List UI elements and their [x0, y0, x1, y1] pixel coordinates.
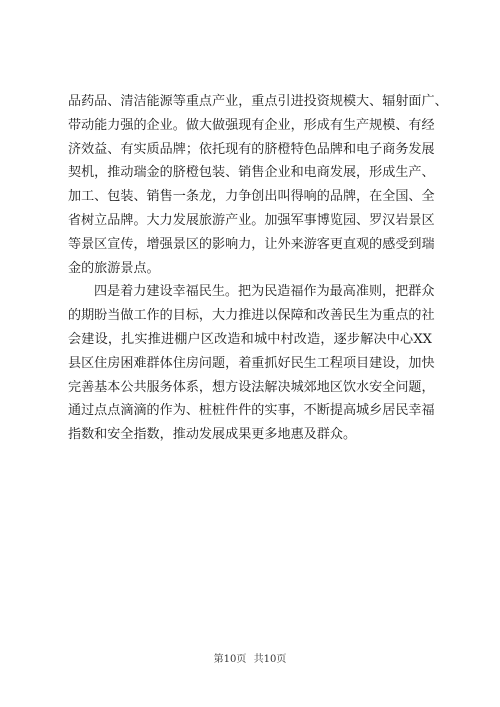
text-line: 四是着力建设幸福民生。把为民造福作为最高准则，把群众 — [94, 284, 435, 300]
text-line: 契机，推动瑞金的脐橙包装、销售企业和电商发展，形成生产、 — [68, 165, 435, 181]
text-line: 指数和安全指数，推动发展成果更多地惠及群众。 — [68, 427, 357, 443]
text-line: 济效益、有实质品牌；依托现有的脐橙特色品牌和电子商务发展 — [68, 141, 435, 157]
text-line: 会建设，扎实推进棚户区改造和城中村改造，逐步解决中心XX — [68, 331, 432, 347]
text-line: 通过点点滴滴的作为、桩桩件件的实事，不断提高城乡居民幸福 — [68, 403, 435, 419]
document-body — [68, 90, 448, 447]
paragraph-1 — [68, 90, 448, 280]
text-line: 品药品、清洁能源等重点产业，重点引进投资规模大、辐射面广、 — [68, 94, 448, 109]
page-footer — [0, 654, 500, 666]
text-line: 完善基本公共服务体系，想方设法解决城郊地区饮水安全问题， — [68, 379, 435, 395]
text-line: 的期盼当做工作的目标，大力推进以保障和改善民生为重点的社 — [68, 308, 435, 324]
page-number: 第10页 — [213, 654, 247, 665]
text-line: 县区住房困难群体住房问题，着重抓好民生工程项目建设，加快 — [68, 355, 435, 371]
page-total: 共10页 — [253, 654, 287, 665]
text-line: 带动能力强的企业。做大做强现有企业，形成有生产规模、有经 — [68, 117, 435, 133]
text-line: 金的旅游景点。 — [68, 260, 160, 276]
text-line: 省树立品牌。大力发展旅游产业。加强军事博览园、罗汉岩景区 — [68, 212, 435, 228]
text-line: 加工、包装、销售一条龙，力争创出叫得响的品牌，在全国、全 — [68, 189, 435, 205]
paragraph-2 — [68, 280, 435, 447]
text-line: 等景区宣传，增强景区的影响力，让外来游客更直观的感受到瑞 — [68, 236, 435, 252]
